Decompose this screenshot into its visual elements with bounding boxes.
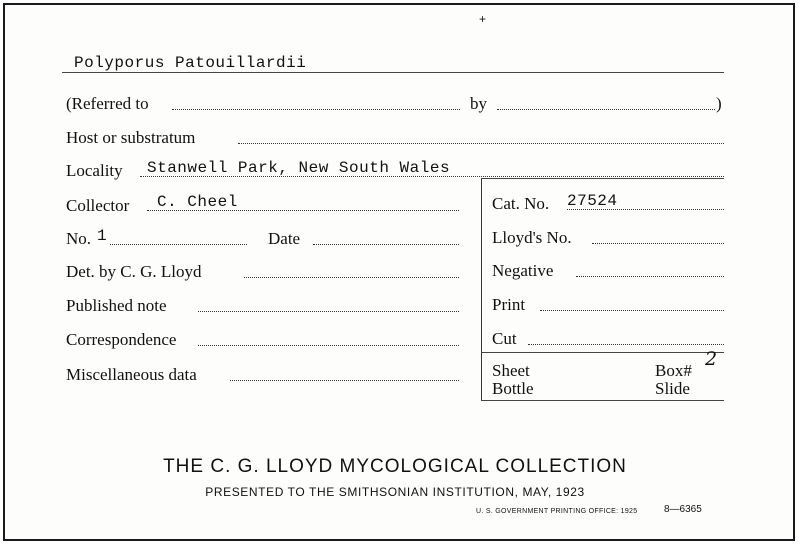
negative-line [576, 276, 724, 277]
no-line [110, 244, 247, 245]
cut-label: Cut [492, 329, 517, 348]
negative-label: Negative [492, 261, 554, 280]
cat-no-value: 27524 [567, 192, 618, 210]
misc-data-line [230, 380, 459, 381]
box-number: 2 [705, 348, 718, 370]
close-paren: ) [716, 94, 722, 113]
sheet-label: Sheet [492, 361, 530, 380]
collector-value: C. Cheel [157, 193, 238, 211]
form-code: 8—6365 [664, 504, 702, 515]
sidebox-top-border [481, 178, 724, 179]
host-line [238, 143, 724, 144]
print-office-note: U. S. GOVERNMENT PRINTING OFFICE: 1925 [476, 508, 638, 515]
published-note-line [198, 311, 459, 312]
cat-no-line [567, 209, 724, 210]
registration-mark: + [479, 12, 487, 26]
cut-line [528, 344, 724, 345]
lloyds-no-line [592, 243, 724, 244]
collector-line [147, 210, 459, 211]
date-label: Date [268, 229, 301, 248]
date-line [313, 244, 459, 245]
collection-subtitle: PRESENTED TO THE SMITHSONIAN INSTITUTION, MAY, 1923 [205, 485, 585, 499]
host-label: Host or substratum [66, 128, 196, 147]
slide-label: Slide [655, 379, 690, 398]
collection-title: THE C. G. LLOYD MYCOLOGICAL COLLECTION [163, 456, 627, 477]
sidebox-left-border [481, 178, 482, 400]
no-value: 1 [97, 227, 108, 245]
locality-value: Stanwell Park, New South Wales [147, 159, 451, 177]
species-underline [62, 72, 724, 73]
referred-to-line [172, 109, 460, 110]
det-by-label: Det. by C. G. Lloyd [66, 262, 202, 281]
det-by-line [244, 277, 459, 278]
published-note-label: Published note [66, 296, 167, 315]
collector-label: Collector [66, 196, 130, 215]
print-line [540, 310, 724, 311]
referred-to-label: (Referred to [66, 94, 149, 113]
lloyds-no-label: Lloyd's No. [492, 228, 572, 247]
correspondence-line [198, 345, 459, 346]
cat-no-label: Cat. No. [492, 194, 550, 213]
misc-data-label: Miscellaneous data [66, 365, 197, 384]
by-line [497, 109, 715, 110]
locality-label: Locality [66, 161, 123, 180]
sidebox-divider [481, 352, 724, 353]
no-label: No. [66, 229, 92, 248]
bottle-label: Bottle [492, 379, 534, 398]
correspondence-label: Correspondence [66, 330, 177, 349]
sidebox-bottom-border [481, 400, 724, 401]
print-label: Print [492, 295, 526, 314]
locality-line [140, 176, 724, 177]
species-name: Polyporus Patouillardii [74, 54, 307, 72]
by-label: by [470, 94, 487, 113]
box-label: Box# [655, 361, 692, 380]
